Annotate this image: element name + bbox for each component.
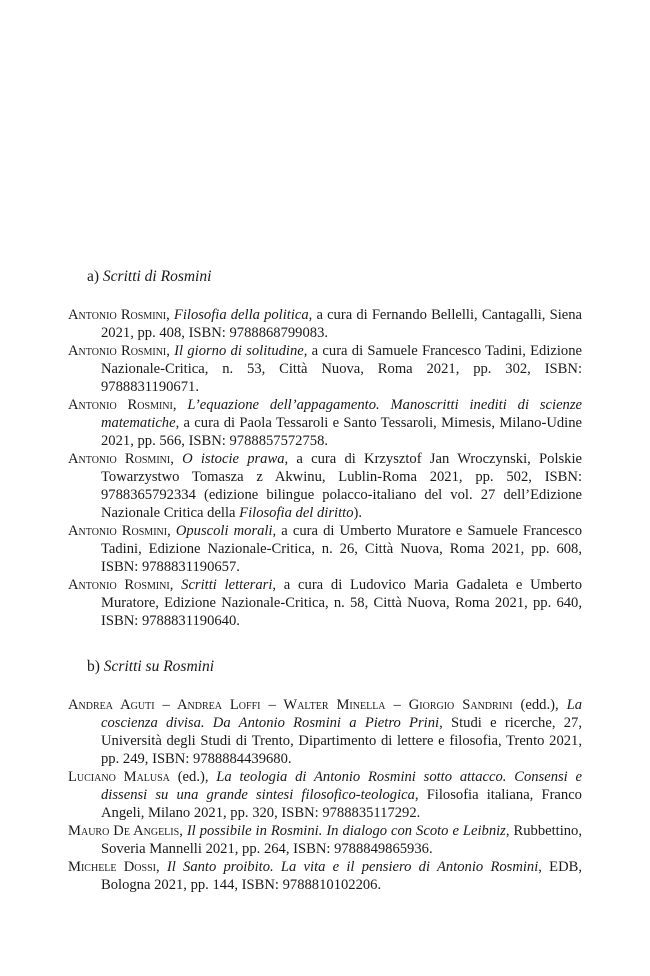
entry-title: Il giorno di solitudine: [174, 343, 304, 359]
section-heading-b: [87, 657, 214, 677]
entry-details: , a cura di Paola Tessaroli e Santo Tessaroli, Mimesis, Milano-Udine 2021, pp. 566, ISBN: 9788857572758.: [101, 415, 582, 449]
bibliography-entry: [68, 342, 582, 396]
entry-title: La teologia di Antonio Rosmini sotto attacco. Consensi e dissensi su una grande sintesi filosofico-teologica: [101, 769, 582, 803]
entry-author: Antonio Rosmini: [68, 451, 171, 467]
entry-details: , a cura di Fernando Bellelli, Cantagalli, Siena 2021, pp. 408, ISBN: 9788868799083.: [101, 307, 583, 341]
entry-author: Mauro De Angelis: [68, 823, 180, 839]
entry-details: , EDB, Bologna 2021, pp. 144, ISBN: 9788810102206.: [101, 859, 583, 893]
section-title: Scritti su Rosmini: [103, 658, 215, 675]
entry-details: , Filosofia italiana, Franco Angeli, Milano 2021, pp. 320, ISBN: 9788835117292.: [101, 787, 582, 821]
entry-author: Andrea Aguti – Andrea Loffi – Walter Minella – Giorgio Sandrini: [68, 697, 513, 713]
entry-title-secondary: Filosofia del diritto: [239, 505, 354, 521]
entry-details: , a cura di Krzysztof Jan Wroczynski, Polskie Towarzystwo Tomasza z Akwinu, Lublin-Roma 2021, pp. 502, ISBN: 9788365792334 (edizione bilingue polacco-italiano del vol. 27 dell’Edizione Nazionale Critica della: [101, 451, 583, 521]
entry-separator: ,: [167, 523, 176, 539]
entry-separator: ,: [179, 823, 187, 839]
bibliography-list-a: [68, 306, 582, 630]
entry-separator: (edd.),: [512, 697, 567, 713]
entry-title: Filosofia della politica: [173, 307, 309, 323]
bibliography-list-b: [68, 696, 582, 894]
entry-separator: ,: [172, 397, 188, 413]
entry-title: Scritti letterari: [181, 577, 273, 593]
entry-details: , a cura di Umberto Muratore e Samuele Francesco Tadini, Edizione Nazionale-Critica, n. 26, Città Nuova, Roma 2021, pp. 608, ISBN: 9788831190657.: [101, 523, 582, 575]
section-title: Scritti di Rosmini: [102, 268, 212, 285]
bibliography-entry: [68, 768, 582, 822]
bibliography-entry: [68, 822, 582, 858]
entry-title: L’equazione dell’appagamento. Manoscritti inediti di scienze matematiche: [101, 397, 583, 431]
section-label: b): [87, 658, 100, 675]
entry-author: Michele Dossi: [68, 859, 156, 875]
entry-author: Antonio Rosmini: [68, 577, 170, 593]
section-heading-a: [87, 267, 211, 287]
entry-title: Il Santo proibito. La vita e il pensiero di Antonio Rosmini: [166, 859, 539, 875]
entry-separator: ,: [155, 859, 167, 875]
bibliography-entry: [68, 576, 582, 630]
bibliography-entry: [68, 306, 582, 342]
bibliography-entry: [68, 696, 582, 768]
entry-title: O istocie prawa: [182, 451, 285, 467]
entry-title: Opuscoli morali: [175, 523, 273, 539]
entry-title: Il possibile in Rosmini. In dialogo con Scoto e Leibniz: [186, 823, 506, 839]
entry-details: , a cura di Ludovico Maria Gadaleta e Umberto Muratore, Edizione Nazionale-Critica, n. 58, Città Nuova, Roma 2021, pp. 640, ISBN: 9788831190640.: [101, 577, 583, 629]
entry-details: , Studi e ricerche, 27, Università degli Studi di Trento, Dipartimento di lettere e filosofia, Trento 2021, pp. 249, ISBN: 9788884439680.: [101, 715, 582, 767]
bibliography-entry: [68, 522, 582, 576]
bibliography-entry: [68, 396, 582, 450]
entry-separator: ,: [170, 451, 183, 467]
entry-details: , Rubbettino, Soveria Mannelli 2021, pp. 264, ISBN: 9788849865936.: [101, 823, 582, 857]
entry-author: Luciano Malusa: [68, 769, 170, 785]
entry-author: Antonio Rosmini: [68, 523, 168, 539]
entry-title: La coscienza divisa. Da Antonio Rosmini a Pietro Prini: [101, 697, 582, 731]
entry-author: Antonio Rosmini: [68, 343, 167, 359]
entry-separator: ,: [166, 343, 175, 359]
bibliography-entry: [68, 450, 582, 522]
entry-separator: (ed.),: [169, 769, 217, 785]
entry-author: Antonio Rosmini: [68, 307, 167, 323]
entry-author: Antonio Rosmini: [68, 397, 173, 413]
section-label: a): [87, 268, 100, 285]
bibliography-entry: [68, 858, 582, 894]
entry-details-end: ).: [353, 505, 363, 521]
entry-separator: ,: [166, 307, 174, 323]
entry-details: , a cura di Samuele Francesco Tadini, Edizione Nazionale-Critica, n. 53, Città Nuova, Roma 2021, pp. 302, ISBN: 9788831190671.: [101, 343, 582, 395]
entry-separator: ,: [169, 577, 182, 593]
